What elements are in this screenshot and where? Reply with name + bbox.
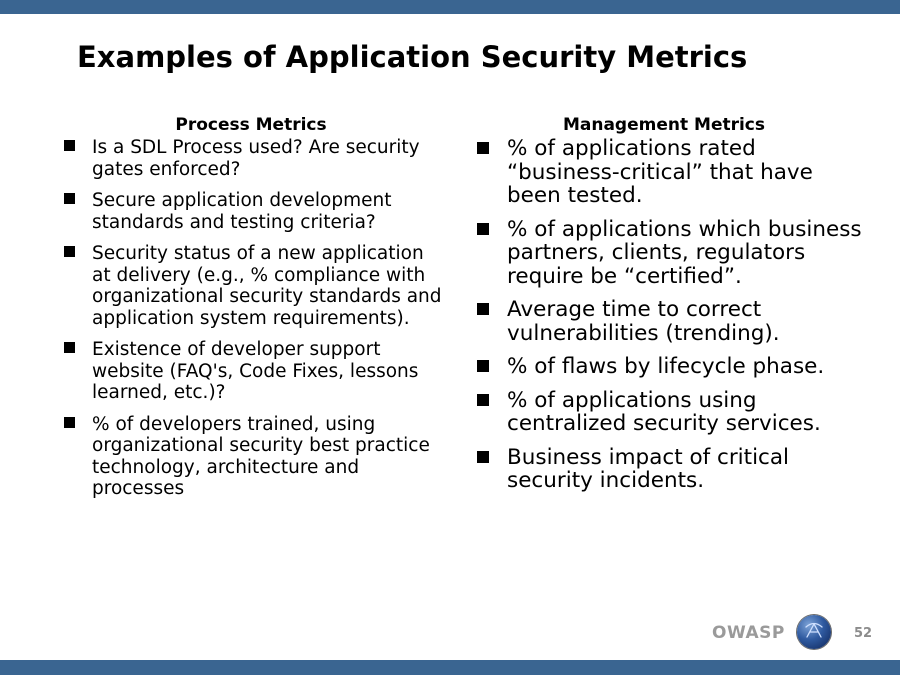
- square-bullet-icon: [477, 360, 489, 372]
- square-bullet-icon: [477, 394, 489, 406]
- square-bullet-icon: [64, 342, 75, 353]
- process-metrics-list: [62, 137, 447, 500]
- list-item-text: Average time to correct vulnerabilities (trending).: [507, 297, 780, 346]
- list-item: [62, 243, 447, 329]
- list-item-text: Secure application development standards and testing criteria?: [92, 190, 392, 233]
- square-bullet-icon: [64, 193, 75, 204]
- bottom-accent-bar: [0, 660, 900, 675]
- square-bullet-icon: [477, 142, 489, 154]
- management-metrics-heading: Management Metrics: [562, 115, 766, 135]
- list-item: [475, 446, 870, 493]
- list-item-text: % of applications which business partners, clients, regulators require be “certified”.: [507, 216, 862, 289]
- list-item-text: % of applications using centralized security services.: [507, 387, 821, 436]
- list-item-text: Existence of developer support website (FAQ's, Code Fixes, lessons learned, etc.)?: [92, 339, 419, 403]
- list-item: [475, 355, 870, 379]
- list-item-text: % of applications rated “business-critical” that have been tested.: [507, 136, 813, 208]
- list-item: [62, 339, 447, 404]
- list-item-text: % of developers trained, using organizational security best practice technology, architecture and processes: [92, 413, 430, 499]
- page-number: 52: [854, 626, 873, 641]
- top-accent-bar: [0, 0, 900, 14]
- owasp-logo-text: OWASP: [712, 623, 785, 643]
- list-item: [62, 137, 447, 180]
- list-item: [475, 389, 870, 436]
- list-item-text: Business impact of critical security incidents.: [507, 444, 790, 493]
- management-metrics-column: [475, 113, 870, 503]
- square-bullet-icon: [477, 303, 489, 315]
- slide-title: Examples of Application Security Metrics: [77, 40, 748, 74]
- list-item-text: Is a SDL Process used? Are security gates enforced?: [92, 137, 420, 180]
- square-bullet-icon: [64, 140, 75, 151]
- process-metrics-column: [62, 113, 447, 510]
- list-item: [475, 137, 870, 208]
- list-item: [62, 414, 447, 500]
- square-bullet-icon: [64, 246, 75, 257]
- square-bullet-icon: [477, 223, 489, 235]
- owasp-wasp-globe-icon: [797, 615, 831, 649]
- square-bullet-icon: [477, 451, 489, 463]
- process-metrics-heading: Process Metrics: [175, 115, 327, 135]
- list-item-text: Security status of a new application at delivery (e.g., % compliance with organizational security standards and application system requirements).: [92, 243, 442, 329]
- management-metrics-list: [475, 137, 870, 493]
- list-item-text: % of flaws by lifecycle phase.: [507, 354, 825, 379]
- square-bullet-icon: [64, 417, 75, 428]
- list-item: [475, 218, 870, 289]
- list-item: [62, 190, 447, 233]
- list-item: [475, 298, 870, 345]
